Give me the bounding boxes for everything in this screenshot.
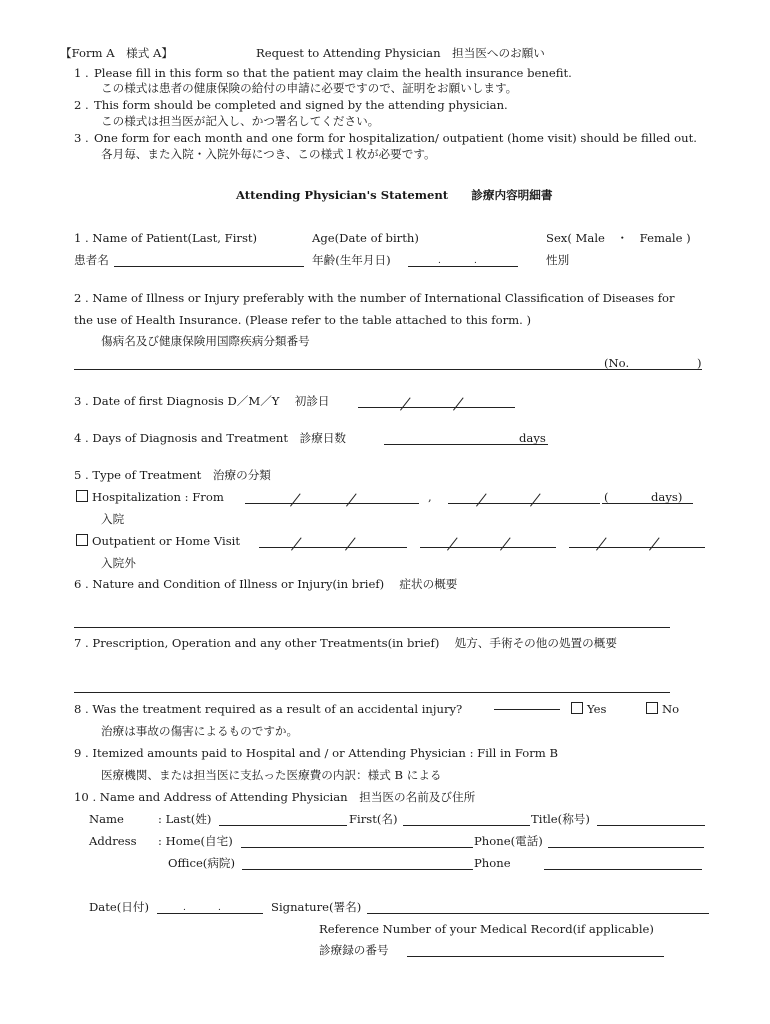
q4-label: 4 . Days of Diagnosis and Treatment 診療日数 xyxy=(74,431,347,445)
instruction-1-en: Please fill in this form so that the patient may claim the health insurance benefit. xyxy=(94,66,572,80)
outpatient-checkbox[interactable] xyxy=(76,534,88,546)
physician-phone-office-label: Phone xyxy=(474,856,511,870)
hospitalization-label: Hospitalization : From xyxy=(92,490,224,504)
q9-jp: 医療機関、または担当医に支払った医療費の内訳：様式 B による xyxy=(101,768,442,782)
hospitalization-checkbox[interactable] xyxy=(76,490,88,502)
reference-number-label: Reference Number of your Medical Record(if applicable) xyxy=(319,922,654,936)
hospitalization-comma: , xyxy=(428,490,432,504)
outpatient-date-3-field[interactable] xyxy=(569,534,705,548)
outpatient-date-1-field[interactable] xyxy=(259,534,407,548)
q4-days-unit: days xyxy=(519,431,546,445)
instruction-2-num: 2 . xyxy=(74,98,89,112)
patient-name-field[interactable] xyxy=(114,253,304,267)
date-field[interactable] xyxy=(157,900,263,914)
physician-office-label: Office(病院) xyxy=(168,856,236,870)
physician-last-label: : Last(姓) xyxy=(158,812,212,826)
q6-label: 6 . Nature and Condition of Illness or Injury(in brief) 症状の概要 xyxy=(74,577,458,591)
hospitalization-option[interactable] xyxy=(76,490,224,504)
outpatient-jp: 入院外 xyxy=(101,556,136,570)
q1-sex-label[interactable]: Sex( Male ・ Female ) xyxy=(546,231,691,245)
outpatient-option[interactable] xyxy=(76,534,240,548)
hospitalization-to-field[interactable] xyxy=(448,490,600,504)
physician-home-label: : Home(自宅) xyxy=(158,834,233,848)
birthdate-field[interactable] xyxy=(408,253,518,267)
statement-title: Attending Physician's Statement 診療内容明細書 xyxy=(236,188,553,202)
outpatient-date-2-field[interactable] xyxy=(420,534,556,548)
outpatient-label: Outpatient or Home Visit xyxy=(92,534,241,548)
q2-line2: the use of Health Insurance. (Please refer to the table attached to this form. ) xyxy=(74,313,531,327)
reference-number-field[interactable] xyxy=(407,943,664,957)
physician-home-phone-field[interactable] xyxy=(548,834,704,848)
accident-no-label: No xyxy=(662,702,680,716)
q8-label: 8 . Was the treatment required as a result of an accidental injury? xyxy=(74,702,463,716)
q3-label: 3 . Date of first Diagnosis D／M／Y 初診日 xyxy=(74,394,330,408)
hospitalization-days-close: days) xyxy=(651,490,683,504)
signature-label: Signature(署名) xyxy=(271,900,362,914)
physician-last-field[interactable] xyxy=(219,812,347,826)
signature-field[interactable] xyxy=(367,900,709,914)
hospitalization-days-open: ( xyxy=(604,490,609,504)
physician-address-label: Address xyxy=(89,834,137,848)
illness-condition-field[interactable] xyxy=(74,627,670,628)
q2-jp: 傷病名及び健康保険用国際疾病分類番号 xyxy=(101,334,310,348)
physician-first-label: First(名) xyxy=(349,812,398,826)
q7-label: 7 . Prescription, Operation and any other Treatments(in brief) 処方、手術その他の処置の概要 xyxy=(74,636,617,650)
form-title: Request to Attending Physician 担当医へのお願い xyxy=(256,46,545,60)
accident-no-checkbox[interactable] xyxy=(646,702,658,714)
q9-label: 9 . Itemized amounts paid to Hospital and / or Attending Physician : Fill in Form B xyxy=(74,746,559,760)
instruction-3-en: One form for each month and one form for hospitalization/ outpatient (home visit) should be filled out. xyxy=(94,131,697,145)
instruction-2-en: This form should be completed and signed by the attending physician. xyxy=(94,98,508,112)
hospitalization-jp: 入院 xyxy=(101,512,125,526)
accident-yes-checkbox[interactable] xyxy=(571,702,583,714)
instruction-1-jp: この様式は患者の健康保険の給付の申請に必要ですので、証明をお願いします。 xyxy=(101,81,518,95)
icd-no-open: (No. xyxy=(604,356,630,370)
q1-patient-jp: 患者名 xyxy=(74,253,109,267)
reference-number-jp: 診療録の番号 xyxy=(319,943,389,957)
hospitalization-from-field[interactable] xyxy=(245,490,419,504)
instruction-1-num: 1 . xyxy=(74,66,89,80)
q2-line1: 2 . Name of Illness or Injury preferably with the number of International Classification of Diseases for xyxy=(74,291,675,305)
physician-office-phone-field[interactable] xyxy=(544,856,702,870)
q1-age-jp: 年齢(生年月日) xyxy=(312,253,391,267)
instruction-3-num: 3 . xyxy=(74,131,89,145)
instruction-3-jp: 各月毎、また入院・入院外毎につき、この様式１枚が必要です。 xyxy=(101,147,436,161)
q5-label: 5 . Type of Treatment 治療の分類 xyxy=(74,468,271,482)
accident-yes-label: Yes xyxy=(587,702,607,716)
q1-sex-jp: 性別 xyxy=(546,253,570,267)
first-diagnosis-date-field[interactable] xyxy=(358,394,515,408)
accident-no-option[interactable] xyxy=(646,702,679,716)
date-label: Date(日付) xyxy=(89,900,149,914)
physician-title-label: Title(称号) xyxy=(531,812,590,826)
physician-phone-home-label: Phone(電話) xyxy=(474,834,543,848)
q1-patient-label: 1 . Name of Patient(Last, First) xyxy=(74,231,258,245)
physician-home-field[interactable] xyxy=(241,834,473,848)
physician-title-field[interactable] xyxy=(597,812,705,826)
instruction-2-jp: この様式は担当医が記入し、かつ署名してください。 xyxy=(101,114,380,128)
icd-no-close: ) xyxy=(697,356,702,370)
accident-yes-option[interactable] xyxy=(571,702,606,716)
physician-office-field[interactable] xyxy=(242,856,473,870)
form-tag: 【Form A 様式 A】 xyxy=(60,46,174,60)
treatment-details-field[interactable] xyxy=(74,692,670,693)
q1-age-label: Age(Date of birth) xyxy=(312,231,419,245)
q8-jp: 治療は事故の傷害によるものですか。 xyxy=(101,724,299,738)
q10-label: 10 . Name and Address of Attending Physician 担当医の名前及び住所 xyxy=(74,790,476,804)
physician-first-field[interactable] xyxy=(403,812,530,826)
physician-name-label: Name xyxy=(89,812,124,826)
